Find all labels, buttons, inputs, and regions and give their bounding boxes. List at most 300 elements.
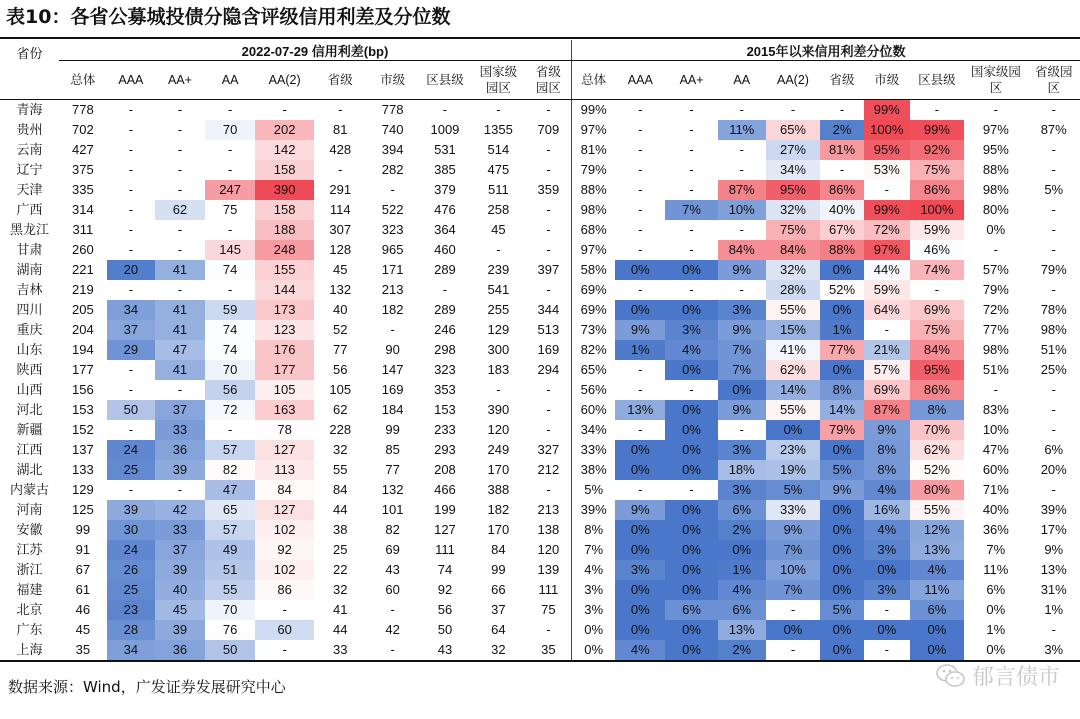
percentile-cell: -: [1051, 422, 1056, 437]
percentile-cell: 98%: [982, 342, 1009, 357]
percentile-cell: 9%: [766, 520, 821, 540]
percentile-cell: 75%: [910, 320, 965, 340]
spread-cell: 127: [255, 440, 314, 460]
percentile-cell: 9%: [615, 320, 665, 340]
spread-cell: 113: [255, 460, 314, 480]
percentile-cell: 0%: [665, 500, 717, 520]
percentile-cell: 14%: [820, 400, 864, 420]
spread-cell: 120: [487, 422, 510, 437]
percentile-cell: -: [790, 102, 796, 117]
percentile-cell: 55%: [766, 400, 821, 420]
spread-cell: -: [526, 200, 572, 220]
percentile-cell: 69%: [580, 282, 607, 297]
spread-cell: 335: [72, 182, 94, 197]
percentile-cell: 4%: [910, 560, 965, 580]
spread-cell: -: [177, 162, 183, 177]
percentile-cell: 1%: [1044, 602, 1064, 617]
percentile-cell: 3%: [1027, 640, 1080, 661]
spread-cell: 163: [255, 400, 314, 420]
spread-cell: 42: [385, 622, 400, 637]
spread-cell: 67: [75, 562, 91, 577]
percentile-cell: 75%: [910, 160, 965, 180]
percentile-cell: 6%: [910, 600, 965, 620]
percentile-cell: 36%: [982, 522, 1009, 537]
spread-cell: 105: [329, 382, 352, 397]
spread-cell: 170: [487, 462, 510, 477]
percentile-cell: 0%: [910, 640, 965, 661]
percentile-cell: -: [638, 182, 643, 197]
spread-cell: 513: [526, 320, 572, 340]
percentile-cell: 0%: [718, 380, 766, 400]
percentile-cell: -: [790, 602, 796, 617]
percentile-cell: 52%: [910, 460, 965, 480]
spread-cell: 390: [487, 402, 510, 417]
percentile-cell: 28%: [766, 280, 821, 300]
spread-cell: 188: [255, 220, 314, 240]
table-row: [0, 120, 1080, 140]
percentile-cell: 4%: [718, 580, 766, 600]
percentile-cell: 0%: [718, 540, 766, 560]
percentile-cell: 0%: [986, 602, 1006, 617]
column-header: AAA: [615, 61, 665, 100]
spread-cell: 138: [526, 520, 572, 540]
percentile-cell: 11%: [983, 562, 1009, 577]
spread-cell: -: [128, 422, 134, 437]
spread-cell: 23: [107, 600, 155, 620]
column-header: 区县级: [910, 61, 965, 100]
percentile-cell: 79%: [580, 162, 607, 177]
percentile-cell: 84%: [718, 240, 766, 260]
percentile-cell: -: [864, 640, 910, 661]
percentile-cell: 0%: [910, 620, 965, 640]
spread-cell: -: [338, 102, 343, 117]
percentile-cell: 40%: [820, 200, 864, 220]
spread-cell: 353: [434, 382, 456, 397]
percentile-cell: 13%: [1040, 562, 1067, 577]
province-cell: 湖北: [16, 462, 43, 477]
percentile-cell: -: [993, 382, 998, 397]
province-cell: 浙江: [16, 562, 43, 577]
spread-cell: 37: [155, 400, 205, 420]
percentile-cell: 5%: [766, 480, 821, 500]
spread-cell: 52: [333, 322, 348, 337]
table-row: [0, 300, 1080, 320]
spread-cell: -: [255, 640, 314, 661]
spread-cell: -: [526, 160, 572, 180]
spread-cell: -: [177, 482, 183, 497]
percentile-cell: 92%: [910, 140, 965, 160]
percentile-cell: 19%: [766, 460, 821, 480]
percentile-cell: 5%: [1044, 182, 1064, 197]
percentile-cell: 0%: [665, 560, 717, 580]
province-cell: 新疆: [16, 422, 43, 437]
percentile-cell: -: [689, 222, 694, 237]
spread-cell: 475: [487, 162, 510, 177]
spread-cell: 323: [434, 362, 456, 377]
percentile-cell: 0%: [665, 300, 717, 320]
spread-cell: -: [390, 182, 395, 197]
column-header: AA+: [665, 61, 717, 100]
spread-cell: 57: [205, 520, 255, 540]
percentile-cell: 7%: [986, 542, 1006, 557]
source-note: 数据来源：Wind，广发证券发展研究中心: [8, 678, 286, 696]
spread-cell: 385: [434, 162, 456, 177]
spread-cell: 169: [381, 382, 404, 397]
spread-cell: -: [390, 322, 395, 337]
spread-cell: 45: [75, 622, 91, 637]
spread-cell: -: [227, 162, 233, 177]
percentile-cell: 7%: [718, 360, 766, 380]
column-header: 市级: [864, 61, 910, 100]
spread-cell: 778: [381, 102, 404, 117]
percentile-cell: 1%: [615, 340, 665, 360]
percentile-cell: 0%: [964, 640, 1027, 661]
percentile-cell: 88%: [982, 162, 1009, 177]
percentile-cell: 79%: [1040, 262, 1067, 277]
spread-cell: 111: [526, 580, 572, 600]
spread-cell: -: [128, 142, 134, 157]
percentile-cell: -: [689, 282, 694, 297]
spread-cell: 72: [205, 400, 255, 420]
table-row: [0, 620, 1080, 640]
spread-cell: 34: [107, 300, 155, 320]
spread-cell: 84: [333, 482, 348, 497]
percentile-cell: 86%: [910, 380, 965, 400]
percentile-cell: 81%: [580, 142, 607, 157]
percentile-cell: 31%: [1040, 582, 1067, 597]
spread-cell: 57: [205, 440, 255, 460]
percentile-cell: 33%: [580, 442, 607, 457]
spread-cell: -: [177, 182, 183, 197]
percentile-cell: -: [766, 640, 821, 661]
percentile-cell: 14%: [766, 380, 821, 400]
column-header: 国家级园区: [471, 61, 526, 100]
percentile-cell: 99%: [864, 200, 910, 220]
spread-cell: 145: [205, 240, 255, 260]
spread-cell: 45: [155, 600, 205, 620]
province-cell: 河南: [16, 502, 43, 517]
percentile-cell: -: [638, 142, 643, 157]
percentile-cell: 21%: [864, 340, 910, 360]
spread-cell: 33: [314, 640, 366, 661]
spread-cell: 24: [107, 440, 155, 460]
spread-cell: 194: [72, 342, 94, 357]
percentile-cell: 6%: [1044, 442, 1064, 457]
spread-cell: 28: [107, 620, 155, 640]
spread-cell: 388: [487, 482, 510, 497]
spread-cell: 56: [333, 362, 348, 377]
spread-cell: 37: [107, 320, 155, 340]
percentile-cell: -: [689, 382, 694, 397]
percentile-cell: 95%: [864, 140, 910, 160]
spread-cell: -: [128, 182, 134, 197]
spread-cell: 298: [434, 342, 456, 357]
spread-cell: 260: [72, 242, 94, 257]
percentile-group-header: 2015年以来信用利差分位数: [572, 40, 1080, 61]
percentile-cell: 72%: [982, 302, 1009, 317]
spread-cell: 379: [434, 182, 456, 197]
percentile-cell: 78%: [1040, 302, 1067, 317]
spread-cell: 62: [333, 402, 348, 417]
percentile-cell: -: [1051, 102, 1056, 117]
percentile-cell: 47%: [982, 442, 1009, 457]
percentile-cell: 4%: [584, 562, 604, 577]
spread-cell: -: [526, 480, 572, 500]
province-cell: 河北: [16, 402, 43, 417]
spread-cell: 36: [155, 440, 205, 460]
spread-cell: 144: [255, 280, 314, 300]
spread-cell: 133: [72, 462, 94, 477]
province-cell: 青海: [16, 102, 43, 117]
province-cell: 山西: [16, 382, 43, 397]
spread-cell: 33: [155, 420, 205, 440]
percentile-cell: 80%: [982, 202, 1009, 217]
percentile-cell: 11%: [910, 580, 965, 600]
spread-cell: 51: [205, 560, 255, 580]
spread-cell: -: [282, 602, 287, 617]
spread-cell: -: [177, 382, 183, 397]
spread-cell: 169: [526, 340, 572, 360]
percentile-cell: -: [1051, 222, 1056, 237]
spread-cell: -: [338, 162, 343, 177]
percentile-cell: 0%: [615, 600, 665, 620]
column-header: 市级: [366, 61, 418, 100]
spread-cell: 32: [333, 582, 348, 597]
percentile-cell: 0%: [766, 420, 821, 440]
spread-cell: 41: [155, 320, 205, 340]
table-row: [0, 480, 1080, 500]
spread-cell: 466: [434, 482, 456, 497]
percentile-cell: 3%: [615, 560, 665, 580]
spread-cell: 327: [526, 440, 572, 460]
percentile-cell: 0%: [665, 580, 717, 600]
spread-cell: 32: [333, 442, 348, 457]
spread-cell: -: [128, 242, 134, 257]
spread-cell: 239: [487, 262, 510, 277]
table-row: [0, 140, 1080, 160]
spread-cell: 205: [72, 302, 94, 317]
spread-table: [0, 40, 1080, 662]
spread-cell: 248: [255, 240, 314, 260]
percentile-cell: 51%: [1040, 342, 1067, 357]
percentile-cell: 0%: [820, 500, 864, 520]
percentile-cell: -: [638, 422, 643, 437]
percentile-cell: 0%: [615, 620, 665, 640]
spread-cell: 139: [526, 560, 572, 580]
spread-cell: 39: [155, 620, 205, 640]
percentile-cell: 32%: [766, 260, 821, 280]
spread-cell: -: [128, 162, 134, 177]
spread-cell: 50: [205, 640, 255, 661]
spread-cell: 59: [205, 300, 255, 320]
percentile-cell: 4%: [665, 340, 717, 360]
percentile-cell: 82%: [580, 342, 607, 357]
percentile-cell: 0%: [665, 400, 717, 420]
spread-cell: -: [177, 242, 183, 257]
percentile-cell: 39%: [1040, 502, 1067, 517]
spread-cell: -: [128, 222, 134, 237]
spread-cell: -: [128, 122, 134, 137]
spread-cell: -: [227, 222, 233, 237]
spread-cell: 173: [255, 300, 314, 320]
table-row: [0, 260, 1080, 280]
spread-cell: 202: [255, 120, 314, 140]
percentile-cell: 8%: [820, 380, 864, 400]
spread-cell: 147: [381, 362, 404, 377]
spread-cell: 255: [487, 302, 510, 317]
spread-cell: 293: [434, 442, 456, 457]
province-cell: 湖南: [16, 262, 43, 277]
percentile-cell: 3%: [864, 540, 910, 560]
percentile-cell: 5%: [820, 600, 864, 620]
column-header: 国家级园区: [964, 61, 1027, 100]
spread-cell: 158: [255, 200, 314, 220]
percentile-cell: -: [884, 322, 889, 337]
column-header: 总体: [572, 61, 616, 100]
percentile-cell: 64%: [864, 300, 910, 320]
spread-cell: 514: [487, 142, 510, 157]
spread-cell: 25: [333, 542, 348, 557]
percentile-cell: 62%: [766, 360, 821, 380]
percentile-cell: 84%: [910, 340, 965, 360]
column-header: 省级: [314, 61, 366, 100]
spread-cell: 24: [107, 540, 155, 560]
spread-cell: 219: [72, 282, 94, 297]
percentile-cell: -: [689, 242, 694, 257]
percentile-cell: 0%: [820, 260, 864, 280]
spread-cell: 460: [434, 242, 456, 257]
percentile-cell: 3%: [665, 320, 717, 340]
spread-cell: 74: [205, 340, 255, 360]
spread-cell: 258: [487, 202, 510, 217]
spread-cell: 233: [434, 422, 456, 437]
percentile-cell: 0%: [820, 640, 864, 661]
spread-cell: 177: [255, 360, 314, 380]
spread-cell: 91: [75, 542, 91, 557]
spread-cell: 41: [333, 602, 348, 617]
spread-cell: -: [526, 420, 572, 440]
spread-cell: 43: [419, 640, 471, 661]
percentile-cell: 0%: [864, 620, 910, 640]
spread-cell: 55: [333, 462, 348, 477]
percentile-cell: -: [689, 482, 694, 497]
percentile-cell: -: [638, 102, 643, 117]
spread-cell: 375: [72, 162, 94, 177]
column-header: 总体: [59, 61, 107, 100]
spread-cell: 41: [155, 260, 205, 280]
percentile-cell: 57%: [982, 262, 1009, 277]
percentile-cell: 27%: [766, 140, 821, 160]
percentile-cell: 2%: [718, 520, 766, 540]
spread-cell: 153: [72, 402, 94, 417]
province-cell: 辽宁: [16, 162, 43, 177]
percentile-cell: 0%: [584, 622, 604, 637]
percentile-cell: 86%: [910, 180, 965, 200]
percentile-cell: 77%: [820, 340, 864, 360]
spread-cell: 44: [333, 502, 348, 517]
percentile-cell: 65%: [766, 120, 821, 140]
spread-cell: 82: [205, 460, 255, 480]
percentile-cell: -: [739, 142, 744, 157]
percentile-cell: 32%: [766, 200, 821, 220]
spread-cell: 182: [487, 502, 510, 517]
spread-cell: -: [496, 242, 501, 257]
percentile-cell: -: [638, 482, 643, 497]
spread-cell: 125: [72, 502, 94, 517]
percentile-cell: -: [993, 102, 998, 117]
spread-cell: 76: [205, 620, 255, 640]
percentile-cell: 13%: [615, 400, 665, 420]
table-row: [0, 100, 1080, 121]
spread-cell: -: [526, 220, 572, 240]
percentile-cell: 77%: [982, 322, 1009, 337]
percentile-cell: 10%: [766, 560, 821, 580]
spread-cell: 132: [381, 482, 404, 497]
percentile-cell: 69%: [910, 300, 965, 320]
spread-cell: 44: [333, 622, 348, 637]
spread-cell: 127: [434, 522, 456, 537]
spread-cell: -: [227, 422, 233, 437]
percentile-cell: 0%: [820, 540, 864, 560]
column-header: 省级园区: [1027, 61, 1080, 100]
wechat-icon: [936, 663, 966, 689]
percentile-cell: 0%: [665, 440, 717, 460]
table-row: [0, 400, 1080, 420]
province-cell: 内蒙古: [9, 482, 49, 497]
spread-cell: -: [496, 382, 501, 397]
spread-cell: 182: [381, 302, 404, 317]
spread-cell: 78: [255, 420, 314, 440]
spread-cell: 709: [526, 120, 572, 140]
spread-cell: 34: [107, 640, 155, 661]
percentile-cell: -: [839, 102, 845, 117]
percentile-cell: 55%: [910, 500, 965, 520]
percentile-cell: 17%: [1040, 522, 1067, 537]
table-row: [0, 360, 1080, 380]
spread-cell: 92: [255, 540, 314, 560]
percentile-cell: 100%: [864, 120, 910, 140]
province-cell: 安徽: [16, 522, 43, 537]
percentile-cell: -: [739, 422, 744, 437]
spread-cell: -: [526, 380, 572, 400]
spread-cell: 249: [487, 442, 510, 457]
percentile-cell: -: [934, 282, 940, 297]
percentile-cell: 4%: [864, 480, 910, 500]
spread-cell: 47: [205, 480, 255, 500]
percentile-cell: 18%: [718, 460, 766, 480]
spread-cell: 42: [155, 500, 205, 520]
table-row: [0, 320, 1080, 340]
spread-cell: 45: [333, 262, 348, 277]
spread-cell: 74: [205, 260, 255, 280]
spread-cell: -: [442, 282, 448, 297]
percentile-cell: 75%: [766, 220, 821, 240]
spread-cell: -: [128, 102, 134, 117]
percentile-cell: 0%: [820, 520, 864, 540]
percentile-cell: -: [638, 162, 643, 177]
percentile-cell: -: [1051, 402, 1056, 417]
spread-cell: 522: [381, 202, 404, 217]
percentile-cell: 16%: [864, 500, 910, 520]
spread-cell: -: [128, 202, 134, 217]
percentile-cell: 53%: [864, 160, 910, 180]
column-header: AA(2): [766, 61, 821, 100]
percentile-cell: 13%: [718, 620, 766, 640]
spread-cell: 291: [329, 182, 352, 197]
percentile-cell: 60%: [982, 462, 1009, 477]
spread-cell: 129: [72, 482, 94, 497]
percentile-cell: 74%: [910, 260, 965, 280]
